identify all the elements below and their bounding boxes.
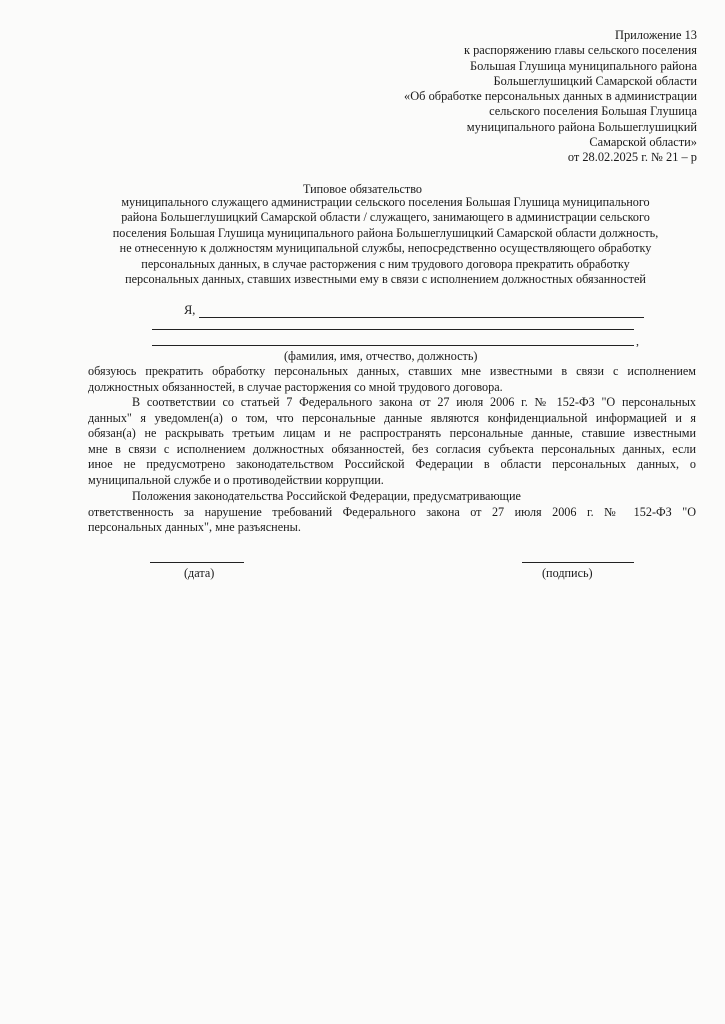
subtitle-line: района Большеглушицкий Самарской области / служащего, занимающего в администрации сельского <box>121 210 650 225</box>
name-field-line-1[interactable] <box>199 305 644 318</box>
paragraph-line: иное не предусмотрено законодательством Российской Федерации в области персональных данных, о <box>88 457 696 472</box>
signature-field-line[interactable] <box>522 562 634 563</box>
date-caption: (дата) <box>184 566 215 580</box>
name-field-line-3[interactable] <box>152 345 634 346</box>
subtitle-line: не отнесенную к должностям муниципальной службы, непосредственно осуществляющего обработку <box>119 241 652 256</box>
header-line: муниципального района Большеглушицкий <box>466 119 697 134</box>
paragraph-line: обязан(а) не раскрывать третьим лицам и не распространять персональные данные, ставшие известными <box>88 426 696 441</box>
subtitle-line: персональных данных, в случае расторжения с ним трудового договора прекратить обработку <box>141 256 630 271</box>
subtitle-line: поселения Большая Глушица муниципального района Большеглушицкий Самарской области должность, <box>112 225 659 240</box>
paragraph-line: персональных данных", мне разъяснены. <box>88 520 301 535</box>
document-title: Типовое обязательство <box>302 182 423 196</box>
header-line: к распоряжению главы сельского поселения <box>463 43 697 58</box>
paragraph-line: муниципальной службе и о противодействии коррупции. <box>88 472 384 487</box>
name-field-line-2[interactable] <box>152 329 634 330</box>
ya-label: Я, <box>184 303 196 317</box>
header-line: Приложение 13 <box>615 28 697 42</box>
header-line: сельского поселения Большая Глушица <box>489 104 697 119</box>
paragraph-line: мне в связи с исполнением должностных обязанностей, без согласия субъекта персональных данных, если <box>88 441 696 456</box>
field-comma: , <box>636 334 639 348</box>
date-field-line[interactable] <box>150 562 244 563</box>
paragraph-line: данных" я уведомлен(а) о том, что персональные данные являются конфиденциальной информацией и я <box>88 410 696 425</box>
paragraph-line: ответственность за нарушение требований Федерального закона от 27 июля 2006 г. № 152-ФЗ "О <box>88 504 696 519</box>
paragraph-obligation <box>88 364 696 395</box>
paragraph-explained <box>88 489 696 536</box>
paragraph-notice <box>88 395 696 489</box>
header-line: «Об обработке персональных данных в администрации <box>404 89 697 104</box>
header-line: Самарской области» <box>589 135 697 150</box>
paragraph-line: обязуюсь прекратить обработку персональных данных, ставших мне известными в связи с исполнением <box>88 364 696 378</box>
signature-caption: (подпись) <box>542 566 593 580</box>
header-line: от 28.02.2025 г. № 21 – р <box>567 150 697 165</box>
appendix-header <box>357 28 697 166</box>
paragraph-line: В соответствии со статьей 7 Федерального закона от 27 июля 2006 г. № 152-ФЗ "О персональных <box>132 395 696 409</box>
document-subtitle <box>78 195 693 287</box>
name-field-row <box>184 303 644 318</box>
header-line: Большая Глушица муниципального района <box>469 58 697 73</box>
subtitle-line: муниципального служащего администрации сельского поселения Большая Глушица муниципального <box>121 195 650 209</box>
name-field-caption: (фамилия, имя, отчество, должность) <box>284 349 478 363</box>
subtitle-line: персональных данных, ставших известными ему в связи с исполнением должностных обязанностей <box>125 272 646 287</box>
header-line: Большеглушицкий Самарской области <box>493 73 697 88</box>
paragraph-line: Положения законодательства Российской Федерации, предусматривающие <box>132 489 521 503</box>
paragraph-line: должностных обязанностей, в случае расторжения со мной трудового договора. <box>88 379 503 394</box>
